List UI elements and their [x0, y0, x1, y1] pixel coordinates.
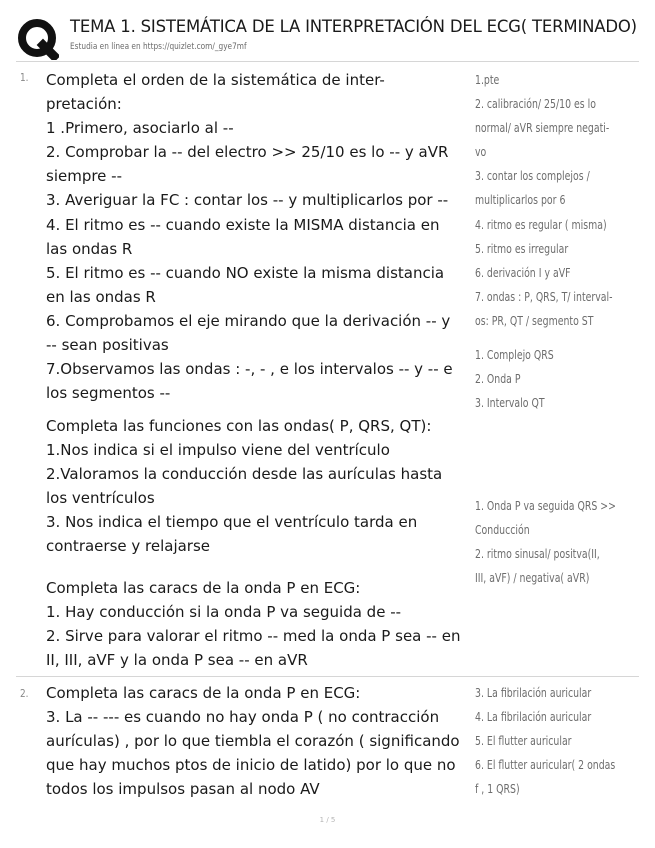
page-number: 1 / 5: [319, 816, 336, 824]
question-line: 2.Valoramos la conducción desde las aurículas hasta: [46, 465, 443, 484]
answer-block: [475, 494, 655, 590]
answer-line: normal/ aVR siempre negati-: [475, 121, 610, 136]
answer-block: [475, 681, 655, 801]
question-line: II, III, aVF y la onda P sea -- en aVR: [46, 651, 308, 670]
answer-line: 3. contar los complejos /: [475, 169, 590, 184]
question-block: [46, 576, 460, 672]
question-line: 1.Nos indica si el impulso viene del ventrículo: [46, 441, 390, 460]
question-line: Completa las funciones con las ondas( P, QRS, QT):: [46, 417, 432, 435]
question-line: 4. El ritmo es -- cuando existe la MISMA distancia en: [46, 215, 440, 234]
answer-line: 5. ritmo es irregular: [475, 241, 569, 256]
answer-line: 1.pte: [475, 73, 500, 87]
answer-line: 2. calibración/ 25/10 es lo: [475, 97, 596, 112]
question-line: 6. Comprobamos el eje mirando que la derivación -- y: [46, 311, 451, 330]
question-line: Completa el orden de la sistemática de inter-: [46, 71, 385, 89]
question-line: 7.Observamos las ondas : -, - , e los intervalos -- y -- e: [46, 360, 453, 379]
question-line: contraerse y relajarse: [46, 537, 211, 556]
question-block: [46, 681, 460, 801]
question-block: [46, 414, 442, 559]
page-title: TEMA 1. SISTEMÁTICA DE LA INTERPRETACIÓN DEL ECG( TERMINADO): [70, 17, 637, 36]
answer-line: 4. ritmo es regular ( misma): [475, 217, 607, 232]
question-line: 5. El ritmo es -- cuando NO existe la misma distancia: [46, 263, 445, 282]
question-line: Completa las caracs de la onda P en ECG:: [46, 579, 361, 597]
question-line: -- sean positivas: [46, 336, 169, 355]
answer-line: III, aVF) / negativa( aVR): [475, 571, 590, 586]
answer-line: 4. La fibrilación auricular: [475, 710, 592, 725]
answer-line: 1. Onda P va seguida QRS >>: [475, 499, 616, 513]
question-line: las ondas R: [46, 239, 133, 258]
study-online-link[interactable]: Estudia en línea en https://quizlet.com/_gye7mf: [70, 42, 247, 52]
answer-line: 2. Onda P: [475, 372, 521, 387]
answer-block: [475, 343, 576, 415]
answer-line: 7. ondas : P, QRS, T/ interval-: [475, 289, 613, 304]
answer-block: [475, 68, 651, 333]
question-line: Completa las caracs de la onda P en ECG:: [46, 684, 361, 702]
question-line: 1. Hay conducción si la onda P va seguida de --: [46, 603, 402, 622]
question-line: 2. Comprobar la -- del electro >> 25/10 es lo -- y aVR: [46, 143, 449, 162]
answer-line: os: PR, QT / segmento ST: [475, 313, 594, 328]
answer-line: 5. El flutter auricular: [475, 734, 572, 749]
question-block: [46, 68, 453, 405]
answer-line: 1. Complejo QRS: [475, 348, 554, 362]
question-line: 3. La -- --- es cuando no hay onda P ( no contracción: [46, 708, 440, 727]
question-line: los ventrículos: [46, 489, 155, 508]
header-divider: [16, 61, 639, 62]
answer-line: f , 1 QRS): [475, 782, 520, 797]
question-line: 3. Averiguar la FC : contar los -- y multiplicarlos por --: [46, 191, 449, 210]
question-line: 1 .Primero, asociarlo al --: [46, 119, 234, 138]
question-line: que hay muchos ptos de inicio de latido) por lo que no: [46, 756, 456, 775]
answer-line: 3. Intervalo QT: [475, 396, 545, 411]
question-line: 2. Sirve para valorar el ritmo -- med la onda P sea -- en: [46, 627, 461, 646]
question-line: en las ondas R: [46, 287, 156, 306]
card-number: 1.: [20, 72, 29, 84]
quizlet-logo-icon: [17, 18, 59, 60]
answer-line: 3. La fibrilación auricular: [475, 686, 592, 700]
question-line: los segmentos --: [46, 384, 171, 403]
question-line: pretación:: [46, 95, 122, 114]
card-number: 2.: [20, 688, 29, 700]
answer-line: Conducción: [475, 523, 530, 538]
answer-line: 6. derivación I y aVF: [475, 265, 571, 280]
answer-line: 2. ritmo sinusal/ positva(II,: [475, 547, 600, 562]
answer-line: vo: [475, 145, 487, 160]
question-line: siempre --: [46, 167, 123, 186]
card-divider: [16, 676, 639, 677]
question-line: 3. Nos indica el tiempo que el ventrículo tarda en: [46, 513, 418, 532]
question-line: todos los impulsos pasan al nodo AV: [46, 780, 320, 799]
answer-line: 6. El flutter auricular( 2 ondas: [475, 758, 616, 773]
answer-line: multiplicarlos por 6: [475, 193, 566, 208]
question-line: aurículas) , por lo que tiembla el corazón ( significando: [46, 732, 460, 751]
